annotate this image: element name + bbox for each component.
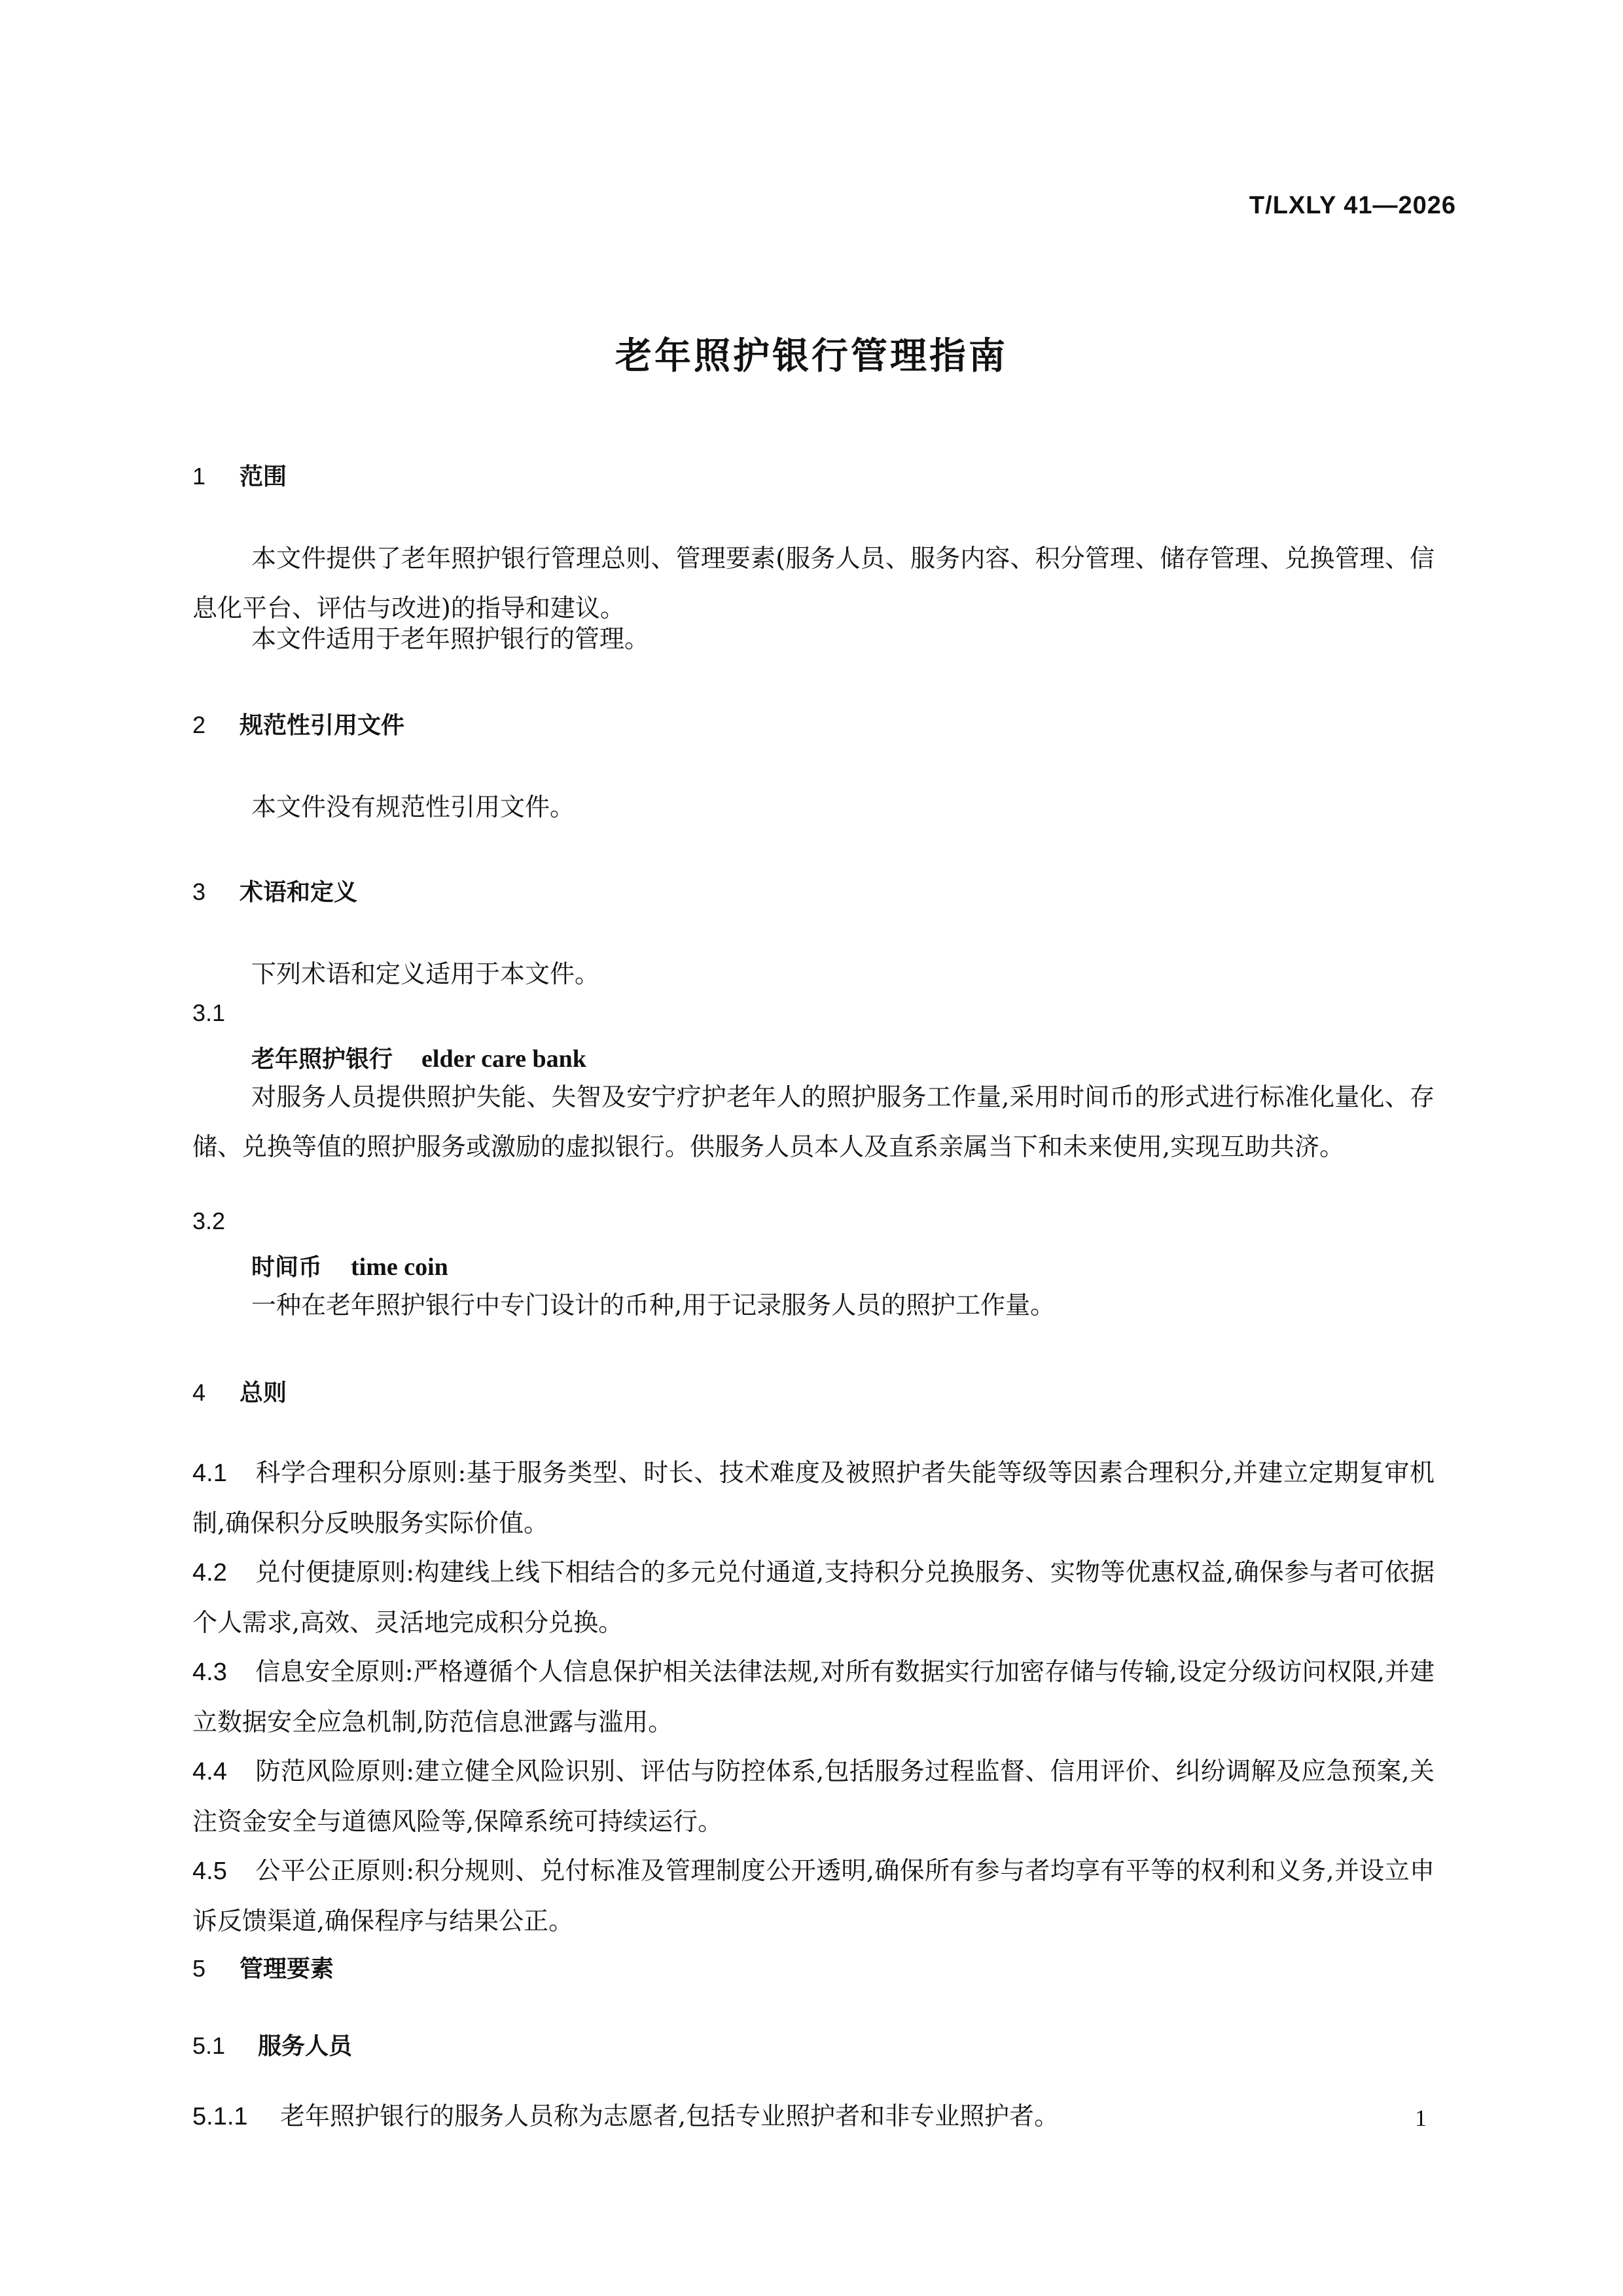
clause-number: 4.1 (192, 1460, 227, 1487)
clause-text: 兑付便捷原则:构建线上线下相结合的多元兑付通道,支持积分兑换服务、实物等优惠权益,确保参与者可依据个人需求,高效、灵活地完成积分兑换。 (192, 1558, 1435, 1637)
page-number: 1 (1415, 2105, 1427, 2131)
clause-text: 科学合理积分原则:基于服务类型、时长、技术难度及被照护者失能等级等因素合理积分,并建立定期复审机制,确保积分反映服务实际价值。 (192, 1458, 1435, 1537)
term-english: elder care bank (421, 1045, 586, 1073)
section-number: 3 (192, 878, 206, 905)
clause-text: 公平公正原则:积分规则、兑付标准及管理制度公开透明,确保所有参与者均享有平等的权利和义务,并设立申诉反馈渠道,确保程序与结果公正。 (192, 1856, 1435, 1935)
section-title: 规范性引用文件 (240, 712, 405, 739)
principle-4-2 (192, 1547, 1435, 1647)
section-3-heading (192, 874, 357, 907)
clause-text: 防范风险原则:建立健全风险识别、评估与防控体系,包括服务过程监督、信用评价、纠纷调解及应急预案,关注资金安全与道德风险等,保障系统可持续运行。 (192, 1757, 1435, 1836)
section-title: 范围 (240, 463, 287, 490)
normative-references-paragraph: 本文件没有规范性引用文件。 (251, 793, 575, 821)
clause-5-1-1 (192, 2091, 1059, 2142)
term-definition: 一种在老年照护银行中专门设计的币种,用于记录服务人员的照护工作量。 (251, 1291, 1056, 1319)
section-number: 1 (192, 463, 206, 490)
clause-text: 老年照护银行的服务人员称为志愿者,包括专业照护者和非专业照护者。 (280, 2102, 1060, 2130)
clause-number: 5.1.1 (192, 2103, 248, 2130)
principle-4-3 (192, 1647, 1435, 1747)
section-1-heading (192, 458, 287, 492)
document-number: T/LXLY 41—2026 (1249, 192, 1456, 219)
clause-number: 4.3 (192, 1659, 227, 1686)
term-heading (251, 1249, 448, 1282)
subsection-title: 服务人员 (258, 2033, 353, 2060)
subsection-number: 5.1 (192, 2032, 226, 2059)
term-heading (251, 1041, 586, 1074)
section-number: 4 (192, 1379, 206, 1406)
document-title: 老年照护银行管理指南 (615, 335, 1008, 378)
clause-number: 4.4 (192, 1758, 227, 1785)
term-number: 3.1 (192, 999, 226, 1026)
section-number: 2 (192, 711, 206, 738)
terms-intro: 下列术语和定义适用于本文件。 (251, 960, 600, 988)
principle-4-5 (192, 1846, 1435, 1946)
clause-number: 4.5 (192, 1857, 227, 1885)
term-english: time coin (351, 1253, 448, 1281)
section-title: 总则 (240, 1380, 287, 1407)
term-number: 3.2 (192, 1208, 226, 1234)
clause-text: 信息安全原则:严格遵循个人信息保护相关法律法规,对所有数据实行加密存储与传输,设定分级访问权限,并建立数据安全应急机制,防范信息泄露与滥用。 (192, 1657, 1435, 1736)
term-chinese: 时间币 (251, 1254, 323, 1281)
section-2-heading (192, 707, 404, 740)
subsection-5-1-heading (192, 2028, 352, 2061)
term-chinese: 老年照护银行 (251, 1046, 393, 1073)
clause-number: 4.2 (192, 1559, 227, 1587)
scope-paragraph-1: 本文件提供了老年照护银行管理总则、管理要素(服务人员、服务内容、积分管理、储存管理、兑换管理、信息化平台、评估与改进)的指导和建议。 (192, 544, 1435, 622)
scope-paragraph-2: 本文件适用于老年照护银行的管理。 (251, 624, 650, 653)
section-5-heading (192, 1950, 334, 1984)
section-number: 5 (192, 1955, 206, 1982)
section-title: 管理要素 (240, 1956, 334, 1982)
principle-4-4 (192, 1746, 1435, 1846)
section-4-heading (192, 1374, 287, 1408)
principle-4-1 (192, 1448, 1435, 1548)
term-definition: 对服务人员提供照护失能、失智及安宁疗护老年人的照护服务工作量,采用时间币的形式进行标准化量化、存储、兑换等值的照护服务或激励的虚拟银行。供服务人员本人及直系亲属当下和未来使用,实现互助共济。 (192, 1083, 1435, 1161)
section-title: 术语和定义 (240, 879, 358, 906)
